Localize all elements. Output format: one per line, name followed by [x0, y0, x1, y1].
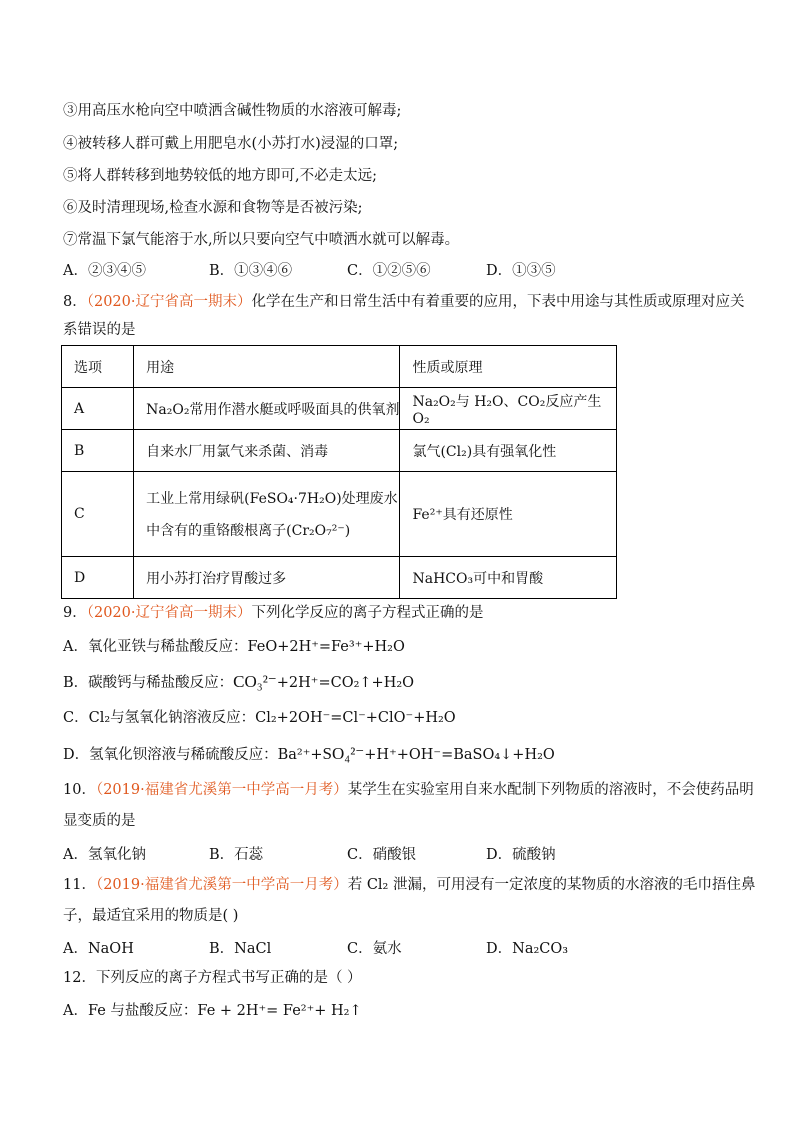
- choice-d[interactable]: [63, 744, 555, 765]
- choice-c[interactable]: C．Cl₂与氢氧化钠溶液反应：Cl₂+2OH⁻=Cl⁻+ClO⁻+H₂O: [63, 710, 456, 726]
- question-text: 若 Cl₂ 泄漏，可用浸有一定浓度的某物质的水溶液的毛巾捂住鼻: [347, 877, 756, 893]
- statement-5: ⑤将人群转移到地势较低的地方即可,不必走太远;: [63, 168, 377, 184]
- table-cell: 氯气(Cl₂)具有强氧化性: [400, 430, 617, 472]
- question-number: 10．: [63, 782, 96, 798]
- table-cell: A: [62, 388, 134, 430]
- question-number: 9．: [63, 605, 87, 621]
- choice-a[interactable]: A．②③④⑤: [63, 263, 146, 279]
- choice-c[interactable]: C．氨水: [347, 941, 402, 957]
- table-header-cell: 选项: [62, 346, 134, 388]
- table-cell: [134, 472, 400, 557]
- choice-d[interactable]: D．Na₂CO₃: [486, 941, 569, 957]
- question-10-stem: [63, 780, 754, 800]
- table-cell: Na₂O₂与 H₂O、CO₂反应产生 O₂: [400, 388, 617, 430]
- choice-prefix: D．氢氧化钡溶液与稀硫酸反应：Ba²⁺+: [63, 747, 323, 763]
- question-source: （2020·辽宁省高一期末）: [86, 294, 252, 310]
- question-source: （2019·福建省尤溪第一中学高一月考）: [95, 782, 348, 798]
- question-8-stem-cont: 系错误的是: [63, 322, 136, 338]
- choice-prefix: B．碳酸钙与稀盐酸反应：: [63, 675, 234, 691]
- choice-b[interactable]: B．石蕊: [209, 847, 264, 863]
- statement-3: ③用高压水枪向空中喷洒含碱性物质的水溶液可解毒;: [63, 103, 402, 119]
- question-source: （2019·福建省尤溪第一中学高一月考）: [95, 877, 348, 893]
- choice-a[interactable]: A．氧化亚铁与稀盐酸反应：FeO+2H⁺=Fe³⁺+H₂O: [63, 639, 405, 655]
- statement-6: ⑥及时清理现场,检查水源和食物等是否被污染;: [63, 200, 363, 216]
- table-row: [62, 388, 617, 430]
- question-10-stem-cont: 显变质的是: [63, 813, 136, 829]
- table-cell: Fe²⁺具有还原性: [400, 472, 617, 557]
- choice-suffix: +2H⁺=CO₂↑+H₂O: [276, 675, 415, 691]
- choice-d[interactable]: D．①③⑤: [486, 263, 556, 279]
- table-row: [62, 430, 617, 472]
- ion-formula: SO₄²⁻: [322, 744, 365, 763]
- question-8-stem: [63, 292, 745, 312]
- statement-4: ④被转移人群可戴上用肥皂水(小苏打水)浸湿的口罩;: [63, 136, 399, 152]
- question-text: 下列化学反应的离子方程式正确的是: [251, 605, 484, 621]
- table-cell: 用小苏打治疗胃酸过多: [134, 557, 400, 599]
- choice-a[interactable]: A．Fe 与盐酸反应：Fe + 2H⁺= Fe²⁺+ H₂↑: [63, 1003, 362, 1019]
- question-source: （2020·辽宁省高一期末）: [86, 605, 252, 621]
- table-cell: Na₂O₂常用作潜水艇或呼吸面具的供氧剂: [134, 388, 400, 430]
- choice-b[interactable]: B．①③④⑥: [209, 263, 293, 279]
- question-11-stem: [63, 875, 755, 895]
- question-number: 11．: [63, 877, 96, 893]
- choice-b[interactable]: [63, 672, 414, 693]
- question-11-stem-cont: 子，最适宜采用的物质是( ): [63, 908, 239, 924]
- table-row: [62, 557, 617, 599]
- ion-formula: CO₃²⁻: [233, 672, 277, 691]
- question-text: 化学在生产和日常生活中有着重要的应用，下表中用途与其性质或原理对应关: [251, 294, 745, 310]
- table-header-cell: 用途: [134, 346, 400, 388]
- table-cell: D: [62, 557, 134, 599]
- choice-a[interactable]: A．氢氧化钠: [63, 847, 146, 863]
- table-cell-line: 中含有的重铬酸根离子(Cr₂O₇²⁻): [146, 522, 351, 539]
- choice-c[interactable]: C．硝酸银: [347, 847, 417, 863]
- table-cell: B: [62, 430, 134, 472]
- question-9-stem: [63, 603, 484, 623]
- choice-c[interactable]: C．①②⑤⑥: [347, 263, 431, 279]
- choice-b[interactable]: B．NaCl: [209, 941, 272, 957]
- question-number: 8．: [63, 294, 87, 310]
- table-header-cell: 性质或原理: [400, 346, 617, 388]
- table-header-row: [62, 346, 617, 388]
- table-cell: NaHCO₃可中和胃酸: [400, 557, 617, 599]
- question-8-table: [61, 345, 617, 599]
- question-12-stem: 12．下列反应的离子方程式书写正确的是（ ）: [63, 970, 362, 986]
- choice-d[interactable]: D．硫酸钠: [486, 847, 556, 863]
- statement-7: ⑦常温下氯气能溶于水,所以只要向空气中喷洒水就可以解毒。: [63, 232, 460, 248]
- choice-a[interactable]: A．NaOH: [63, 941, 134, 957]
- table-row: [62, 472, 617, 557]
- choice-suffix: +H⁺+OH⁻=BaSO₄↓+H₂O: [364, 747, 555, 763]
- table-cell: 自来水厂用氯气来杀菌、消毒: [134, 430, 400, 472]
- table-cell-line: 工业上常用绿矾(FeSO₄·7H₂O)处理废水: [146, 490, 398, 507]
- question-text: 某学生在实验室用自来水配制下列物质的溶液时，不会使药品明: [347, 782, 754, 798]
- table-cell: C: [62, 472, 134, 557]
